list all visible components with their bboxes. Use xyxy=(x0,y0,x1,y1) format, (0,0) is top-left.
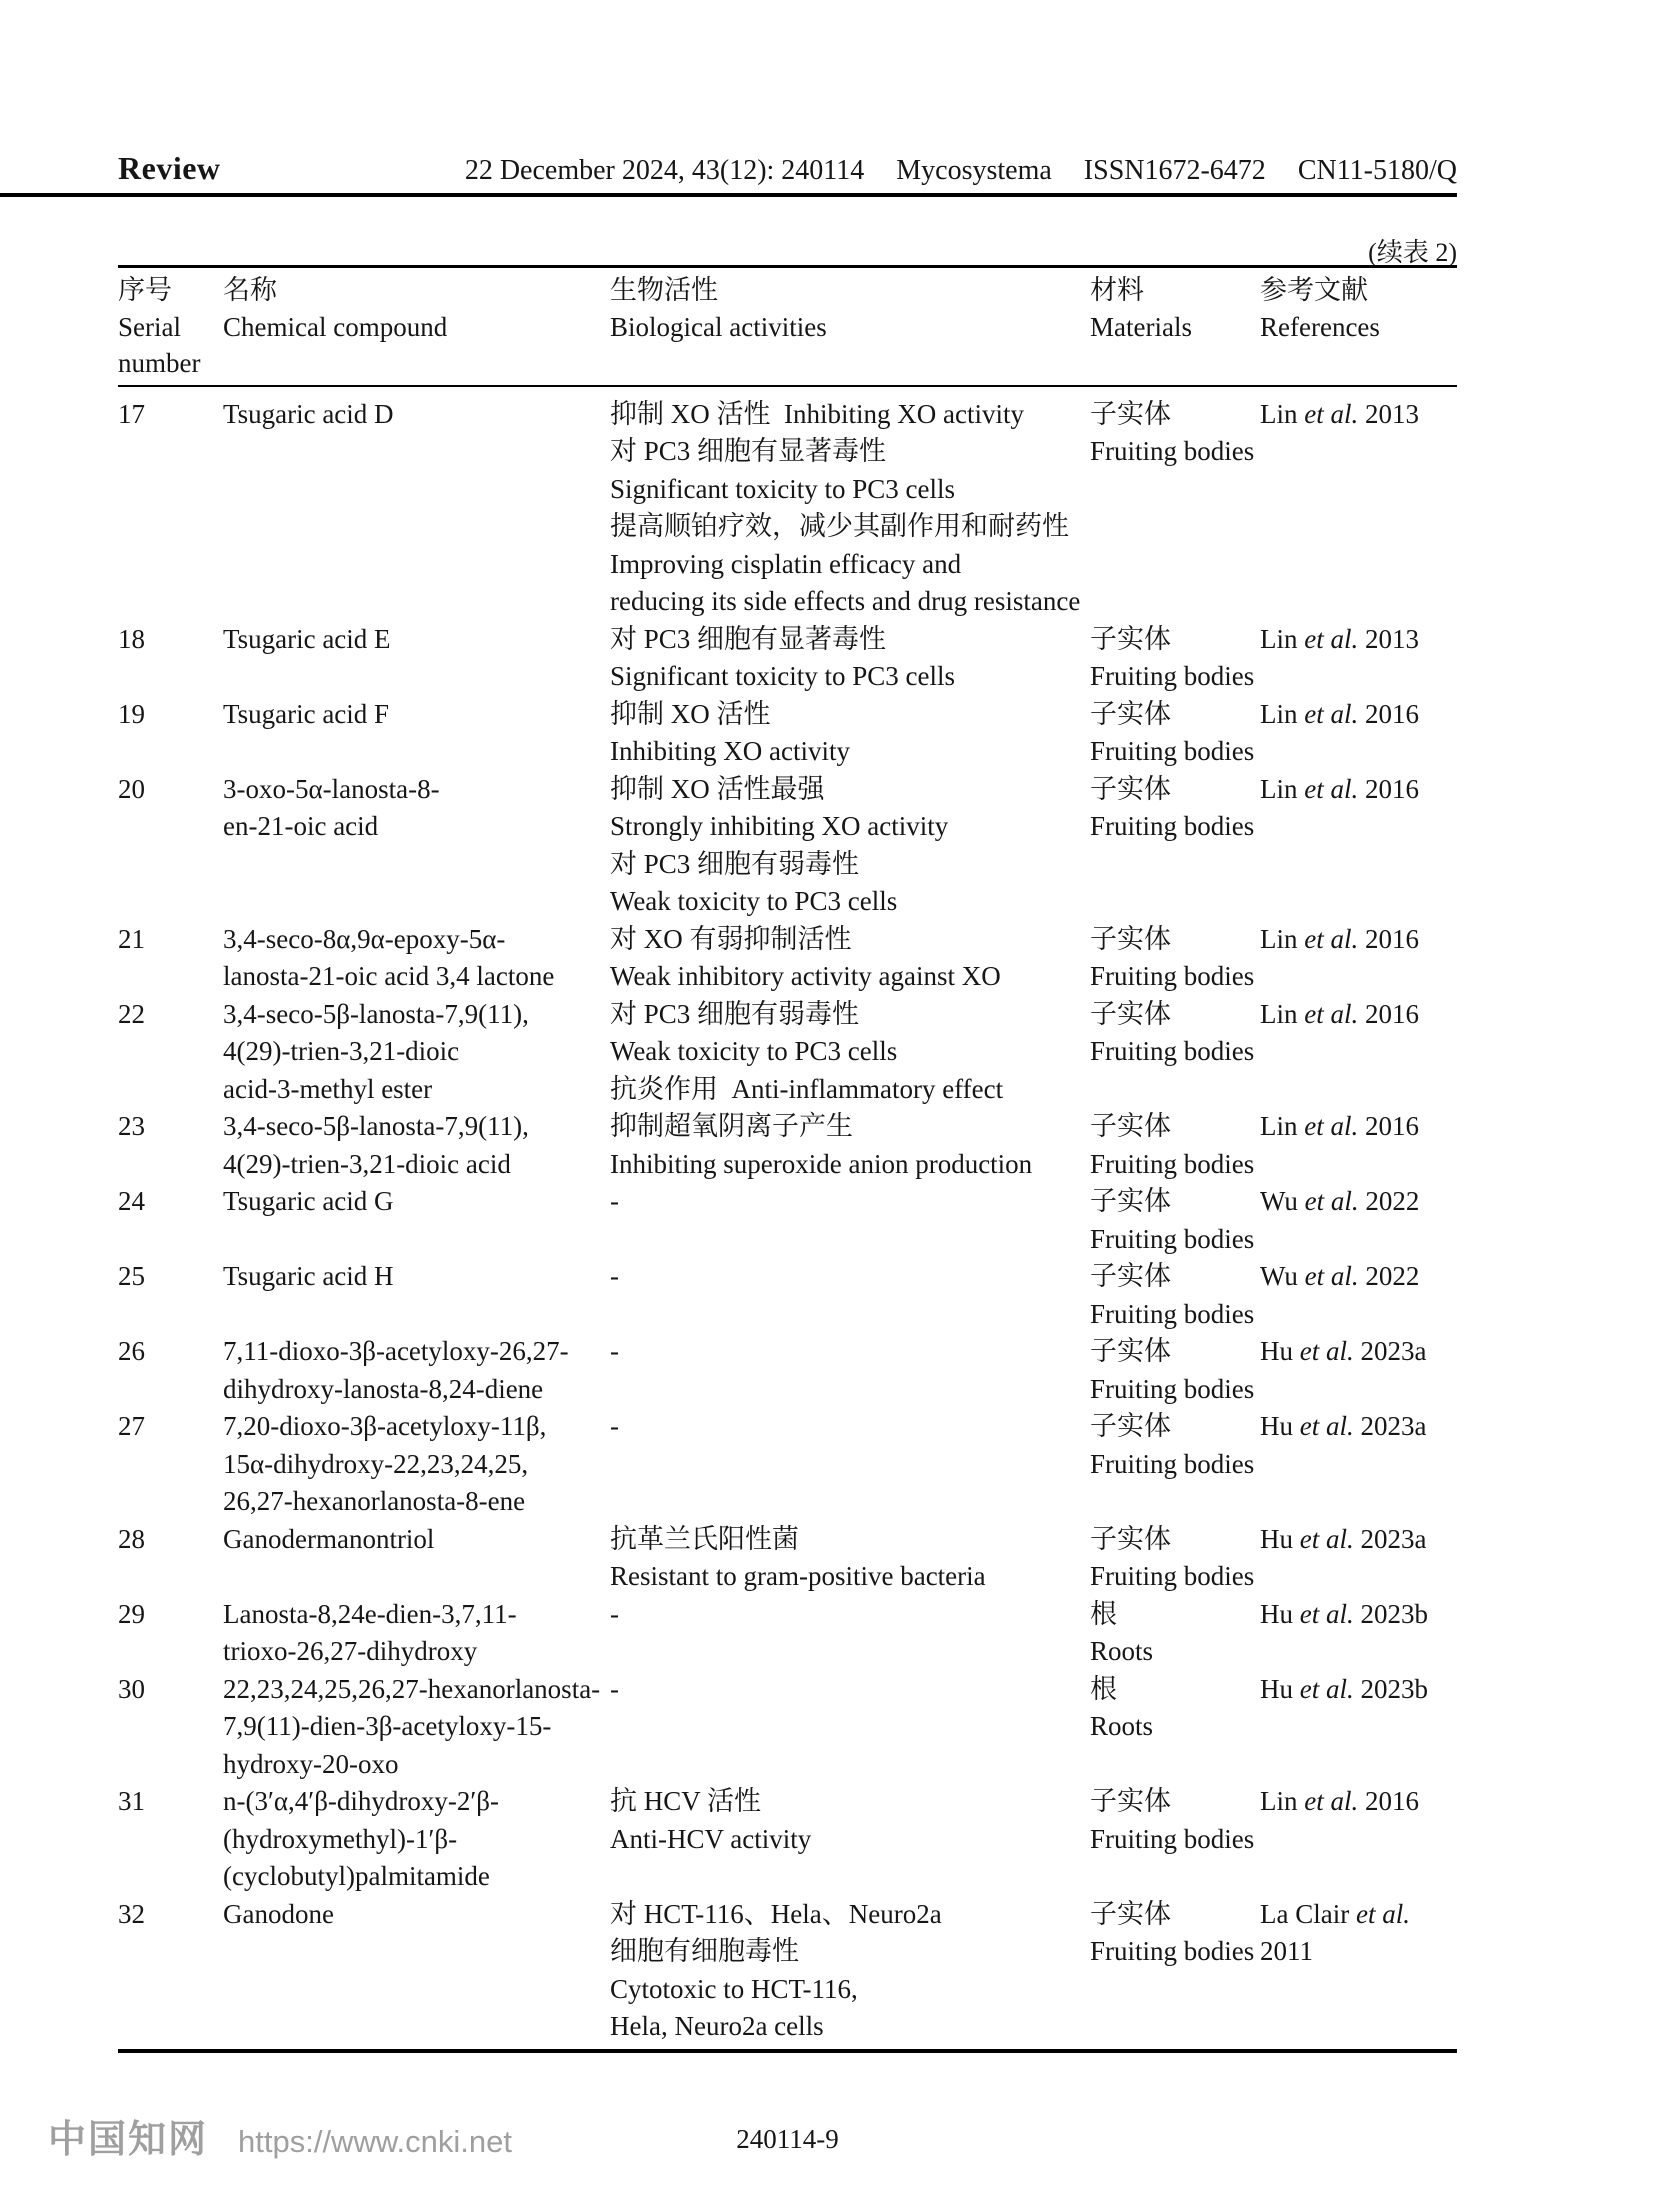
cell-line: 抑制超氧阴离子产生 xyxy=(610,1111,853,1141)
cell-line: Tsugaric acid D xyxy=(223,398,394,429)
cell-references xyxy=(1260,696,1457,734)
column-header-activities xyxy=(610,272,1090,345)
cell-line: 4(29)-trien-3,21-dioic xyxy=(223,1036,460,1066)
cell-materials xyxy=(1090,1408,1260,1483)
cell-line: Fruiting bodies xyxy=(1090,1148,1255,1179)
cell-line: 抑制 XO 活性 Inhibiting XO activity xyxy=(610,398,1024,429)
cnki-url: https://www.cnki.net xyxy=(238,2124,512,2159)
cell-biological-activities xyxy=(610,1596,1090,1634)
cell-line: - xyxy=(610,1336,619,1366)
cell-line: Fruiting bodies xyxy=(1090,1373,1255,1404)
cell-line: 抗 HCV 活性 xyxy=(610,1786,762,1816)
cell-biological-activities xyxy=(610,1258,1090,1296)
cell-line: Improving cisplatin efficacy and xyxy=(610,548,962,579)
cnki-logo-text: 中国知网 xyxy=(48,2119,209,2161)
cell-line: Inhibiting superoxide anion production xyxy=(610,1148,1033,1179)
cell-serial-number xyxy=(118,696,223,734)
cell-references xyxy=(1260,921,1457,959)
cell-line: 31 xyxy=(118,1786,145,1816)
cell-line: 子实体 xyxy=(1090,1111,1171,1141)
cell-line: Wu et al. 2022 xyxy=(1260,1261,1420,1291)
cell-serial-number xyxy=(118,1783,223,1821)
cell-line: - xyxy=(610,1598,619,1629)
cnki-watermark xyxy=(48,2108,512,2163)
cell-biological-activities xyxy=(610,1896,1090,2046)
compounds-table xyxy=(118,265,1457,2053)
cell-references xyxy=(1260,1671,1457,1709)
cell-chemical-compound xyxy=(223,1183,610,1221)
cell-line: 29 xyxy=(118,1598,145,1629)
cell-line: Fruiting bodies xyxy=(1090,1823,1255,1854)
cell-line: hydroxy-20-oxo xyxy=(223,1748,399,1779)
table-row xyxy=(118,921,1457,996)
cell-line: Fruiting bodies xyxy=(1090,1936,1255,1966)
journal-meta xyxy=(465,155,1457,187)
cell-references xyxy=(1260,1408,1457,1446)
cell-line: 材料 xyxy=(1090,275,1144,305)
cell-line: 26,27-hexanorlanosta-8-ene xyxy=(223,1486,526,1516)
cell-line: Lin et al. 2016 xyxy=(1260,773,1419,804)
cell-references xyxy=(1260,1258,1457,1296)
cell-line: Inhibiting XO activity xyxy=(610,736,850,766)
issue-info: 22 December 2024, 43(12): 240114 xyxy=(464,155,865,186)
cell-materials xyxy=(1090,1596,1260,1671)
cell-biological-activities xyxy=(610,696,1090,771)
cell-materials xyxy=(1090,1333,1260,1408)
cell-line: Lin et al. 2016 xyxy=(1260,923,1419,954)
cell-materials xyxy=(1090,1108,1260,1183)
cell-line: 21 xyxy=(118,923,145,954)
cell-line: Lin et al. 2016 xyxy=(1260,698,1419,729)
table-continued-note: (续表 2) xyxy=(1368,238,1457,267)
cell-line: 2011 xyxy=(1260,1936,1313,1966)
cell-serial-number xyxy=(118,1183,223,1221)
cell-line: 子实体 xyxy=(1090,773,1171,804)
cell-line: 子实体 xyxy=(1090,1898,1171,1929)
cell-line: 28 xyxy=(118,1523,145,1554)
cell-materials xyxy=(1090,1896,1260,1971)
table-row xyxy=(118,1408,1457,1521)
cell-line: La Clair et al. xyxy=(1260,1898,1410,1929)
page-header xyxy=(118,150,1457,187)
table-row xyxy=(118,1108,1457,1183)
cell-line: 序号 xyxy=(118,275,172,305)
table-row xyxy=(118,1521,1457,1596)
cell-line: Chemical compound xyxy=(223,311,448,342)
cell-references xyxy=(1260,1333,1457,1371)
cell-line: 对 PC3 细胞有弱毒性 xyxy=(610,998,860,1029)
cell-line: Cytotoxic to HCT-116, xyxy=(610,1973,858,2004)
cell-line: Lin et al. 2013 xyxy=(1260,398,1419,429)
cell-references xyxy=(1260,396,1457,434)
cell-biological-activities xyxy=(610,1408,1090,1446)
cell-line: 子实体 xyxy=(1090,698,1171,729)
cell-line: Hela, Neuro2a cells xyxy=(610,2011,824,2041)
cell-chemical-compound xyxy=(223,1671,610,1784)
cell-serial-number xyxy=(118,921,223,959)
cell-chemical-compound xyxy=(223,771,610,846)
cell-materials xyxy=(1090,1783,1260,1858)
table-header-row xyxy=(118,265,1457,387)
cell-references xyxy=(1260,1596,1457,1634)
cell-references xyxy=(1260,771,1457,809)
cell-chemical-compound xyxy=(223,921,610,996)
cell-biological-activities xyxy=(610,771,1090,921)
cell-line: Significant toxicity to PC3 cells xyxy=(610,661,955,691)
cell-line: 20 xyxy=(118,773,145,804)
cell-line: Fruiting bodies xyxy=(1090,661,1255,691)
cell-line: 对 XO 有弱抑制活性 xyxy=(610,923,852,954)
journal-title: Mycosystema xyxy=(896,155,1052,186)
cell-line: Fruiting bodies xyxy=(1090,436,1255,466)
cell-line: 23 xyxy=(118,1111,145,1141)
cell-line: lanosta-21-oic acid 3,4 lactone xyxy=(223,961,555,991)
table-row xyxy=(118,771,1457,921)
cell-biological-activities xyxy=(610,621,1090,696)
section-label: Review xyxy=(118,150,221,186)
cell-line: 18 xyxy=(118,623,145,654)
cell-line: 3,4-seco-5β-lanosta-7,9(11), xyxy=(223,1111,529,1141)
cell-line: 抑制 XO 活性最强 xyxy=(610,773,825,804)
cell-biological-activities xyxy=(610,1333,1090,1371)
cell-serial-number xyxy=(118,1408,223,1446)
cell-materials xyxy=(1090,771,1260,846)
table-row xyxy=(118,1183,1457,1258)
cell-line: 22,23,24,25,26,27-hexanorlanosta- xyxy=(223,1673,601,1704)
cell-line: 4(29)-trien-3,21-dioic acid xyxy=(223,1148,511,1179)
cell-chemical-compound xyxy=(223,1108,610,1183)
cell-biological-activities xyxy=(610,921,1090,996)
cell-line: Fruiting bodies xyxy=(1090,1561,1255,1591)
table-row xyxy=(118,1596,1457,1671)
cell-serial-number xyxy=(118,771,223,809)
cell-references xyxy=(1260,996,1457,1034)
cell-serial-number xyxy=(118,1521,223,1559)
cell-line: Tsugaric acid G xyxy=(223,1186,394,1216)
cell-line: 26 xyxy=(118,1336,145,1366)
cell-line: Biological activities xyxy=(610,311,827,342)
column-header-materials xyxy=(1090,272,1260,345)
cell-line: Fruiting bodies xyxy=(1090,1036,1255,1066)
cell-line: 7,11-dioxo-3β-acetyloxy-26,27- xyxy=(223,1336,569,1366)
cell-serial-number xyxy=(118,996,223,1034)
cell-line: Weak inhibitory activity against XO xyxy=(610,961,1001,991)
cell-materials xyxy=(1090,621,1260,696)
cell-line: 根 xyxy=(1090,1598,1117,1629)
cell-materials xyxy=(1090,1258,1260,1333)
cell-materials xyxy=(1090,996,1260,1071)
cell-serial-number xyxy=(118,1896,223,1934)
cell-line: 子实体 xyxy=(1090,1523,1171,1554)
cell-line: 19 xyxy=(118,698,145,729)
cell-line: 30 xyxy=(118,1673,145,1704)
cell-line: trioxo-26,27-dihydroxy xyxy=(223,1636,478,1666)
cell-line: Weak toxicity to PC3 cells xyxy=(610,1036,898,1066)
cell-line: Materials xyxy=(1090,311,1192,342)
cell-line: Fruiting bodies xyxy=(1090,1298,1255,1329)
cell-line: Anti-HCV activity xyxy=(610,1823,812,1854)
cell-serial-number xyxy=(118,1333,223,1371)
cell-line: Hu et al. 2023a xyxy=(1260,1336,1427,1366)
table-row xyxy=(118,396,1457,621)
cell-line: Lin et al. 2016 xyxy=(1260,1111,1419,1141)
cell-line: 对 PC3 细胞有显著毒性 xyxy=(610,436,887,466)
page-number: 240114-9 xyxy=(736,2124,839,2154)
cell-line: 提高顺铂疗效，减少其副作用和耐药性 xyxy=(610,511,1069,541)
cell-line: 对 PC3 细胞有弱毒性 xyxy=(610,848,860,879)
cell-line: 根 xyxy=(1090,1673,1117,1704)
cell-line: Fruiting bodies xyxy=(1090,811,1255,841)
cell-chemical-compound xyxy=(223,1521,610,1559)
cell-chemical-compound xyxy=(223,996,610,1109)
cell-line: 子实体 xyxy=(1090,623,1171,654)
cell-line: 抑制 XO 活性 xyxy=(610,698,771,729)
cell-chemical-compound xyxy=(223,1783,610,1896)
table-row xyxy=(118,1896,1457,2046)
table-row xyxy=(118,1671,1457,1784)
cell-serial-number xyxy=(118,1596,223,1634)
cell-line: Lin et al. 2013 xyxy=(1260,623,1419,654)
cell-serial-number xyxy=(118,396,223,434)
cell-chemical-compound xyxy=(223,396,610,434)
cell-references xyxy=(1260,1183,1457,1221)
table-row xyxy=(118,621,1457,696)
cell-line: 24 xyxy=(118,1186,145,1216)
cell-chemical-compound xyxy=(223,696,610,734)
cell-line: Lanosta-8,24e-dien-3,7,11- xyxy=(223,1598,517,1629)
cell-line: Tsugaric acid F xyxy=(223,698,390,729)
cell-line: Roots xyxy=(1090,1711,1154,1741)
cell-references xyxy=(1260,1783,1457,1821)
cell-line: 子实体 xyxy=(1090,998,1171,1029)
column-header-references xyxy=(1260,272,1457,345)
cell-materials xyxy=(1090,1521,1260,1596)
cell-line: Roots xyxy=(1090,1636,1154,1666)
cell-line: 子实体 xyxy=(1090,1411,1171,1441)
cell-line: Resistant to gram-positive bacteria xyxy=(610,1561,986,1591)
cell-serial-number xyxy=(118,1108,223,1146)
table-row xyxy=(118,996,1457,1109)
cell-chemical-compound xyxy=(223,621,610,659)
cell-references xyxy=(1260,621,1457,659)
cell-line: Tsugaric acid H xyxy=(223,1261,394,1291)
cell-materials xyxy=(1090,396,1260,471)
cell-line: 17 xyxy=(118,398,145,429)
cell-line: Hu et al. 2023a xyxy=(1260,1523,1427,1554)
cell-line: 25 xyxy=(118,1261,145,1291)
cell-line: Hu et al. 2023b xyxy=(1260,1598,1428,1629)
cell-biological-activities xyxy=(610,996,1090,1109)
cell-biological-activities xyxy=(610,1108,1090,1183)
cell-line: 参考文献 xyxy=(1260,275,1368,305)
cell-line: 子实体 xyxy=(1090,923,1171,954)
cell-biological-activities xyxy=(610,1521,1090,1596)
cell-line: Lin et al. 2016 xyxy=(1260,998,1419,1029)
cell-line: 子实体 xyxy=(1090,1786,1171,1816)
cn-number: CN11-5180/Q xyxy=(1297,155,1457,186)
cell-line: Fruiting bodies xyxy=(1090,961,1255,991)
cell-line: 抗革兰氏阳性菌 xyxy=(610,1523,799,1554)
cell-line: 7,20-dioxo-3β-acetyloxy-11β, xyxy=(223,1411,547,1441)
cell-line: - xyxy=(610,1411,619,1441)
cell-line: 15α-dihydroxy-22,23,24,25, xyxy=(223,1448,529,1479)
table-row xyxy=(118,1783,1457,1896)
table-row xyxy=(118,1333,1457,1408)
cell-line: 细胞有细胞毒性 xyxy=(610,1936,799,1966)
cell-line: 子实体 xyxy=(1090,1186,1171,1216)
cell-references xyxy=(1260,1896,1457,1971)
cell-line: - xyxy=(610,1186,619,1216)
cell-line: 子实体 xyxy=(1090,1261,1171,1291)
cell-line: acid-3-methyl ester xyxy=(223,1073,433,1104)
cell-line: (hydroxymethyl)-1′β- xyxy=(223,1823,458,1854)
cell-line: 22 xyxy=(118,998,145,1029)
cell-line: 名称 xyxy=(223,275,277,305)
cell-line: 对 PC3 细胞有显著毒性 xyxy=(610,623,887,654)
cell-materials xyxy=(1090,1671,1260,1746)
cell-line: n-(3′α,4′β-dihydroxy-2′β- xyxy=(223,1786,500,1816)
cell-line: - xyxy=(610,1261,619,1291)
cell-line: 对 HCT-116、Hela、Neuro2a xyxy=(610,1898,942,1929)
cell-line: - xyxy=(610,1673,619,1704)
cell-line: Fruiting bodies xyxy=(1090,1223,1255,1254)
cell-line: Ganodermanontriol xyxy=(223,1523,435,1554)
cell-materials xyxy=(1090,1183,1260,1258)
cell-references xyxy=(1260,1521,1457,1559)
cell-line: References xyxy=(1260,311,1380,342)
cell-line: 生物活性 xyxy=(610,275,718,305)
cell-references xyxy=(1260,1108,1457,1146)
cell-line: (cyclobutyl)palmitamide xyxy=(223,1861,490,1891)
cell-line: Weak toxicity to PC3 cells xyxy=(610,886,898,916)
cell-line: 3,4-seco-8α,9α-epoxy-5α- xyxy=(223,923,506,954)
cell-line: en-21-oic acid xyxy=(223,811,379,841)
cell-serial-number xyxy=(118,1671,223,1709)
cell-biological-activities xyxy=(610,1671,1090,1709)
cell-line: 32 xyxy=(118,1898,145,1929)
cell-line: 7,9(11)-dien-3β-acetyloxy-15- xyxy=(223,1711,552,1741)
cell-line: Hu et al. 2023b xyxy=(1260,1673,1428,1704)
cell-line: Tsugaric acid E xyxy=(223,623,391,654)
cell-serial-number xyxy=(118,621,223,659)
cell-line: 子实体 xyxy=(1090,398,1171,429)
cell-line: Fruiting bodies xyxy=(1090,1448,1255,1479)
table-body xyxy=(118,387,1457,2053)
cell-line: Significant toxicity to PC3 cells xyxy=(610,473,955,504)
header-rule xyxy=(0,193,1457,197)
cell-line: 27 xyxy=(118,1411,145,1441)
cell-materials xyxy=(1090,696,1260,771)
cell-line: number xyxy=(118,348,201,378)
cell-biological-activities xyxy=(610,396,1090,621)
cell-line: 3,4-seco-5β-lanosta-7,9(11), xyxy=(223,998,529,1029)
cell-line: Strongly inhibiting XO activity xyxy=(610,811,949,841)
issn: ISSN1672-6472 xyxy=(1083,155,1266,186)
cell-chemical-compound xyxy=(223,1596,610,1671)
cell-chemical-compound xyxy=(223,1333,610,1408)
cell-line: 抗炎作用 Anti-inflammatory effect xyxy=(610,1073,1004,1104)
column-header-serial xyxy=(118,272,223,382)
cell-line: Serial xyxy=(118,311,181,342)
cell-line: reducing its side effects and drug resistance xyxy=(610,586,1081,616)
cell-serial-number xyxy=(118,1258,223,1296)
table-row xyxy=(118,1258,1457,1333)
cell-line: dihydroxy-lanosta-8,24-diene xyxy=(223,1373,544,1404)
cell-line: Hu et al. 2023a xyxy=(1260,1411,1427,1441)
cell-line: Wu et al. 2022 xyxy=(1260,1186,1420,1216)
cell-line: Lin et al. 2016 xyxy=(1260,1786,1419,1816)
cell-line: 3-oxo-5α-lanosta-8- xyxy=(223,773,440,804)
cell-chemical-compound xyxy=(223,1258,610,1296)
cell-materials xyxy=(1090,921,1260,996)
cell-biological-activities xyxy=(610,1783,1090,1858)
table-row xyxy=(118,696,1457,771)
cell-chemical-compound xyxy=(223,1896,610,1934)
cell-chemical-compound xyxy=(223,1408,610,1521)
cell-biological-activities xyxy=(610,1183,1090,1221)
column-header-name xyxy=(223,272,610,345)
cell-line: 子实体 xyxy=(1090,1336,1171,1366)
cell-line: Ganodone xyxy=(223,1898,334,1929)
cell-line: Fruiting bodies xyxy=(1090,736,1255,766)
